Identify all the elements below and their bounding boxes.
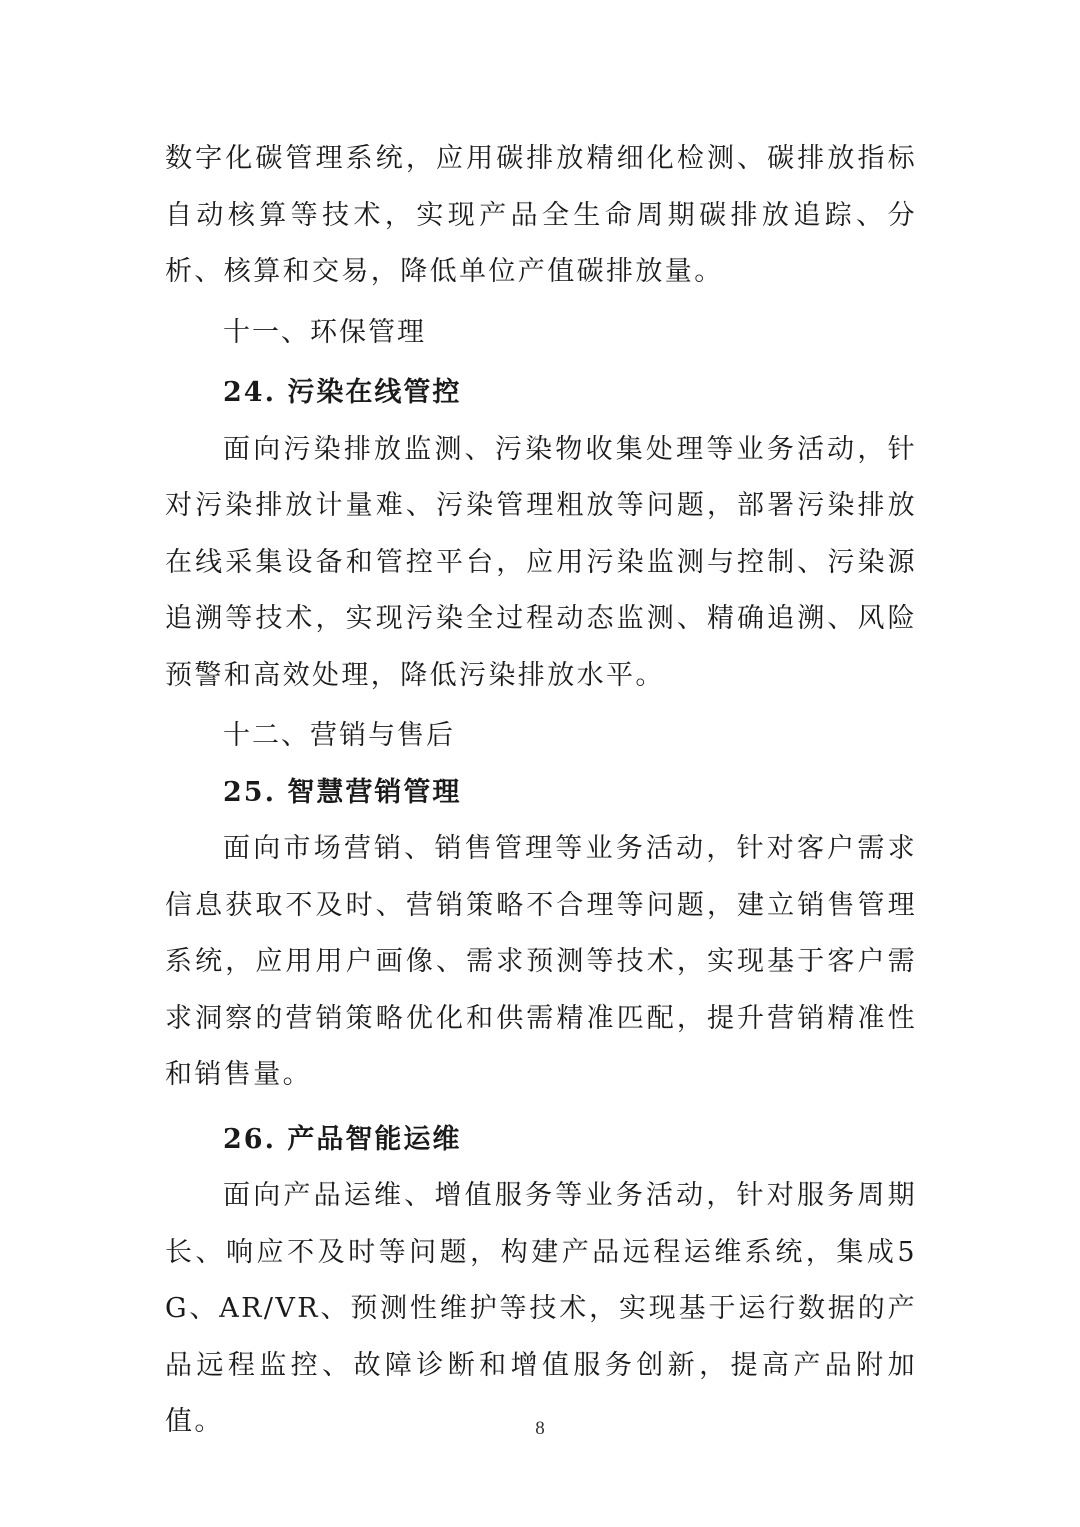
item-heading-26: 26. 产品智能运维: [223, 1123, 462, 1155]
document-body: [165, 131, 917, 1451]
section-heading-marketing: 十二、营销与售后: [223, 720, 455, 751]
item-heading-24: 24. 污染在线管控: [223, 377, 462, 408]
paragraph-carbon-management: 数字化碳管理系统，应用碳排放精细化检测、碳排放指标自动核算等技术，实现产品全生命周期碳排放追踪、分析、核算和交易，降低单位产值碳排放量。: [165, 143, 917, 287]
paragraph-item-24: 面向污染排放监测、污染物收集处理等业务活动，针对污染排放计量难、污染管理粗放等问题，部署污染排放在线采集设备和管控平台，应用污染监测与控制、污染源追溯等技术，实现污染全过程动态监测、精确追溯、风险预警和高效处理，降低污染排放水平。: [165, 433, 917, 691]
spacer: [165, 1104, 917, 1112]
page-number: 8: [535, 1418, 545, 1439]
paragraph-item-25: 面向市场营销、销售管理等业务活动，针对客户需求信息获取不及时、营销策略不合理等问题，建立销售管理系统，应用用户画像、需求预测等技术，实现基于客户需求洞察的营销策略优化和供需精准匹配，提升营销精准性和销售量。: [165, 833, 917, 1090]
section-heading-environmental: 十一、环保管理: [223, 316, 426, 348]
paragraph-item-26: 面向产品运维、增值服务等业务活动，针对服务周期长、响应不及时等问题，构建产品远程运维系统，集成5G、AR/VR、预测性维护等技术，实现基于运行数据的产品远程监控、故障诊断和增值服务创新，提高产品附加值。: [165, 1180, 917, 1437]
item-heading-25: 25. 智慧营销管理: [223, 776, 462, 808]
